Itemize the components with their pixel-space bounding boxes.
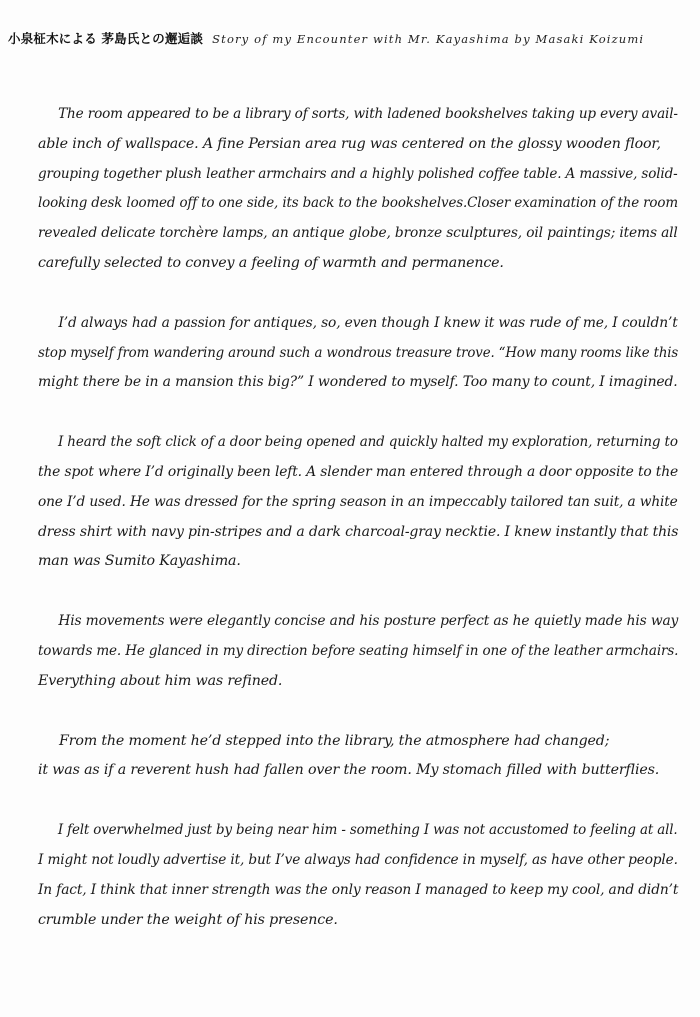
- paragraph-library: [38, 100, 678, 279]
- text-line: able inch of wallspace. A fine Persian area rug was centered on the glossy wooden floor,: [38, 135, 661, 152]
- text-line: might there be in a mansion this big?” I wondered to myself. Too many to count, I imagined.: [38, 374, 678, 391]
- text-line: it was as if a reverent hush had fallen over the room. My stomach filled with butterflies.: [38, 762, 660, 779]
- paragraph-gap: [38, 697, 670, 727]
- text-line: carefully selected to convey a feeling of warmth and permanence.: [38, 254, 504, 271]
- text-line: The room appeared to be a library of sorts, with ladened bookshelves taking up every avail-: [58, 106, 678, 122]
- paragraph-door: [38, 428, 679, 577]
- text-line: I felt overwhelmed just by being near him - something I was not accustomed to feeling at all.: [57, 822, 678, 839]
- text-line: the spot where I’d originally been left. A slender man entered through a door opposite to the: [38, 463, 679, 480]
- english-title: Story of my Encounter with Mr. Kayashima by Masaki Koizumi: [212, 32, 645, 46]
- paragraph-antiques: [38, 309, 679, 398]
- text-line: Everything about him was refined.: [38, 672, 283, 689]
- text-line: In fact, I think that inner strength was the only reason I managed to keep my cool, and didn’t: [38, 881, 679, 898]
- text-line: His movements were elegantly concise and his posture perfect as he quietly made his way: [58, 613, 679, 630]
- japanese-title: 小泉柾木による 茅島氏との邂逅談: [8, 31, 204, 46]
- paragraph-atmosphere: [38, 727, 670, 787]
- paragraph-gap: [38, 577, 670, 607]
- text-line: stop myself from wandering around such a wondrous treasure trove. “How many rooms like this: [38, 344, 679, 361]
- page-header: [8, 28, 694, 47]
- story-body: [38, 100, 679, 935]
- text-line: man was Sumito Kayashima.: [38, 553, 241, 570]
- text-line: I heard the soft click of a door being opened and quickly halted my exploration, returning to: [57, 434, 678, 451]
- text-line: revealed delicate torchère lamps, an antique globe, bronze sculptures, oil paintings; items all: [38, 225, 678, 242]
- paragraph-gap: [38, 279, 670, 309]
- text-line: From the moment he’d stepped into the library, the atmosphere had changed;: [59, 732, 610, 749]
- text-line: looking desk loomed off to one side, its back to the bookshelves.Closer examination of the room: [38, 195, 678, 212]
- text-line: dress shirt with navy pin-stripes and a dark charcoal-gray necktie. I knew instantly that this: [38, 523, 679, 540]
- text-line: I’d always had a passion for antiques, so, even though I knew it was rude of me, I couldn’t: [58, 314, 678, 331]
- text-line: I might not loudly advertise it, but I’ve always had confidence in myself, as have other people.: [38, 851, 678, 868]
- text-line: crumble under the weight of his presence.: [38, 911, 338, 928]
- text-line: one I’d used. He was dressed for the spring season in an impeccably tailored tan suit, a white: [38, 493, 678, 510]
- paragraph-overwhelmed: [38, 816, 679, 935]
- paragraph-movements: [38, 607, 679, 696]
- text-line: grouping together plush leather armchairs and a highly polished coffee table. A massive, solid-: [38, 165, 678, 182]
- paragraph-gap: [38, 398, 670, 428]
- text-line: towards me. He glanced in my direction before seating himself in one of the leather armchairs.: [38, 642, 679, 659]
- paragraph-gap: [38, 786, 670, 816]
